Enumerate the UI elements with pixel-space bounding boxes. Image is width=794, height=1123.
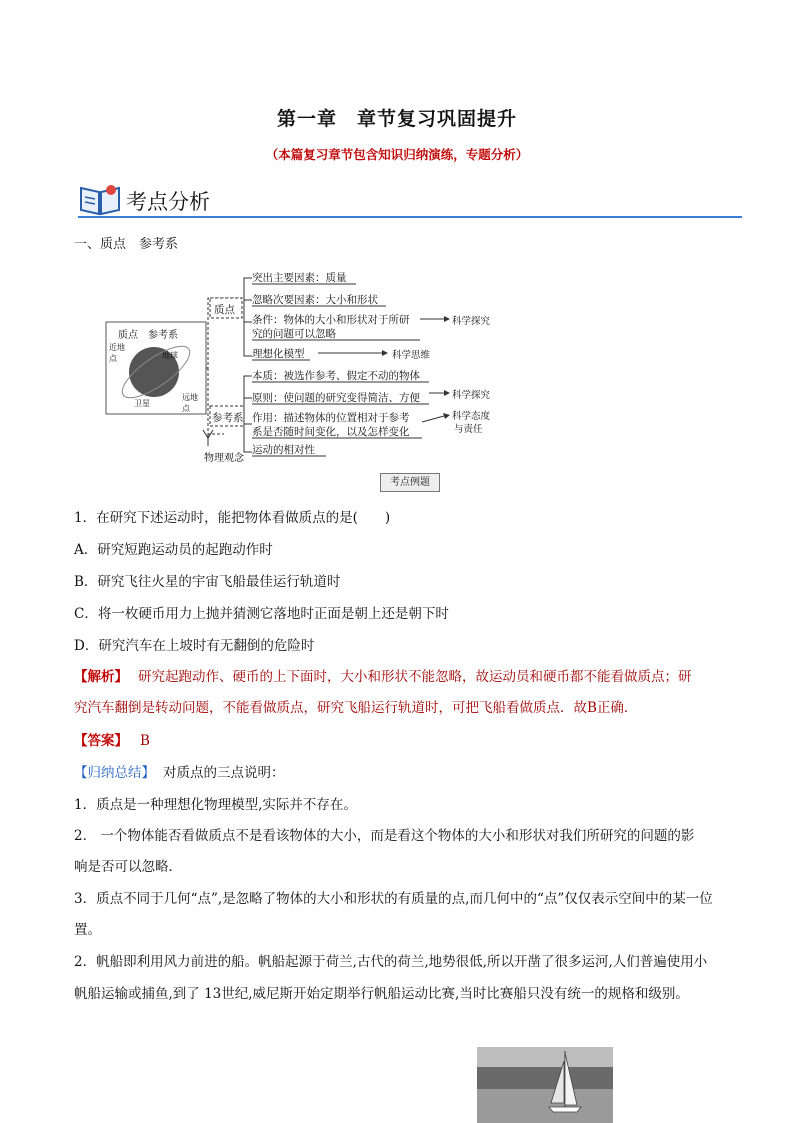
section1-heading: 一、质点 参考系 xyxy=(74,237,179,252)
book-icon xyxy=(78,182,122,216)
question2-line1: 2．帆船即利用风力前进的船。帆船起源于荷兰,古代的荷兰,地势很低,所以开凿了很多运河,人们普遍使用小 xyxy=(74,954,708,970)
sailboat-photo xyxy=(477,1047,613,1123)
diagram-item: 运动的相对性 xyxy=(252,444,315,456)
outcome-label: 与责任 xyxy=(454,424,483,435)
diagram-item: 条件：物体的大小和形状对于所研 xyxy=(252,314,410,326)
outcome-label: 科学态度 xyxy=(452,411,491,422)
image-label-satellite: 卫星 xyxy=(134,399,150,408)
diagram-item: 作用：描述物体的位置相对于参考 xyxy=(252,412,410,424)
summary-point-2: 2． 一个物体能否看做质点不是看该物体的大小，而是看这个物体的大小和形状对我们所研究的问题的影 xyxy=(74,828,695,844)
question1-answer xyxy=(74,731,734,751)
question1-stem: 1．在研究下述运动时，能把物体看做质点的是( ) xyxy=(74,510,391,526)
summary-point-3: 3．质点不同于几何“点”,是忽略了物体的大小和形状的有质量的点,而几何中的“点”仅仅表示空间中的某一位 xyxy=(74,891,713,907)
answer-value: B xyxy=(140,733,150,749)
analysis-text: 研究起跑动作、硬币的上下面时，大小和形状不能忽略，故运动员和硬币都不能看做质点；研 xyxy=(138,669,692,685)
summary-point-1: 1．质点是一种理想化物理模型,实际并不存在。 xyxy=(74,797,357,813)
diagram-item: 究的问题可以忽略 xyxy=(252,328,336,340)
section-header xyxy=(78,180,742,220)
outcome-label: 科学思维 xyxy=(392,350,431,361)
node-particle: 质点 xyxy=(214,304,235,316)
diagram-item: 理想化模型 xyxy=(252,348,305,360)
summary-point-3-cont: 置。 xyxy=(74,922,101,938)
image-label-far: 远地点 xyxy=(182,393,198,413)
image-label-near: 近地点 xyxy=(109,343,125,363)
section-label: 考点分析 xyxy=(126,190,210,214)
analysis-tag: 【解析】 xyxy=(74,669,128,685)
question1-analysis-cont: 究汽车翻倒是转动问题，不能看做质点，研究飞船运行轨道时，可把飞船看做质点．故B正确． xyxy=(74,700,638,716)
summary-intro xyxy=(74,763,734,783)
diagram-item: 突出主要因素：质量 xyxy=(252,272,347,284)
answer-tag: 【答案】 xyxy=(74,733,128,749)
diagram-item: 系是否随时间变化，以及怎样变化 xyxy=(252,426,410,438)
image-label-earth: 地球 xyxy=(162,351,178,360)
image-caption: 质点 参考系 xyxy=(118,330,178,341)
page-title: 第一章 章节复习巩固提升 xyxy=(276,108,517,130)
question1-option-d: D．研究汽车在上坡时有无翻倒的危险时 xyxy=(74,638,315,654)
question2-line2: 帆船运输或捕鱼,到了 13世纪,威尼斯开始定期举行帆船运动比赛,当时比赛船只没有统一的规格和级别。 xyxy=(74,986,689,1002)
summary-tag: 【归纳总结】 xyxy=(74,765,155,781)
node-physics-concept: 物理观念 xyxy=(204,453,244,464)
outcome-label: 科学探究 xyxy=(452,390,491,401)
page-subtitle: （本篇复习章节包含知识归纳演练，专题分析） xyxy=(265,147,529,162)
question1-option-b: B．研究飞往火星的宇宙飞船最佳运行轨道时 xyxy=(74,574,341,590)
summary-point-2-cont: 响是否可以忽略． xyxy=(74,859,182,875)
section-underline xyxy=(78,216,742,218)
question1-option-c: C．将一枚硬币用力上抛并猜测它落地时正面是朝上还是朝下时 xyxy=(74,606,449,622)
outcome-label: 科学探究 xyxy=(452,316,491,327)
question1-analysis xyxy=(74,667,734,687)
concept-map xyxy=(104,264,504,464)
example-stamp: 考点例题 xyxy=(380,473,440,492)
diagram-item: 本质：被选作参考、假定不动的物体 xyxy=(252,370,420,382)
node-reference-frame: 参考系 xyxy=(212,412,244,424)
summary-intro-text: 对质点的三点说明： xyxy=(163,765,285,781)
diagram-item: 原则：使问题的研究变得简洁、方便 xyxy=(252,392,420,404)
question1-option-a: A．研究短跑运动员的起跑动作时 xyxy=(74,542,273,558)
diagram-item: 忽略次要因素：大小和形状 xyxy=(252,294,378,306)
